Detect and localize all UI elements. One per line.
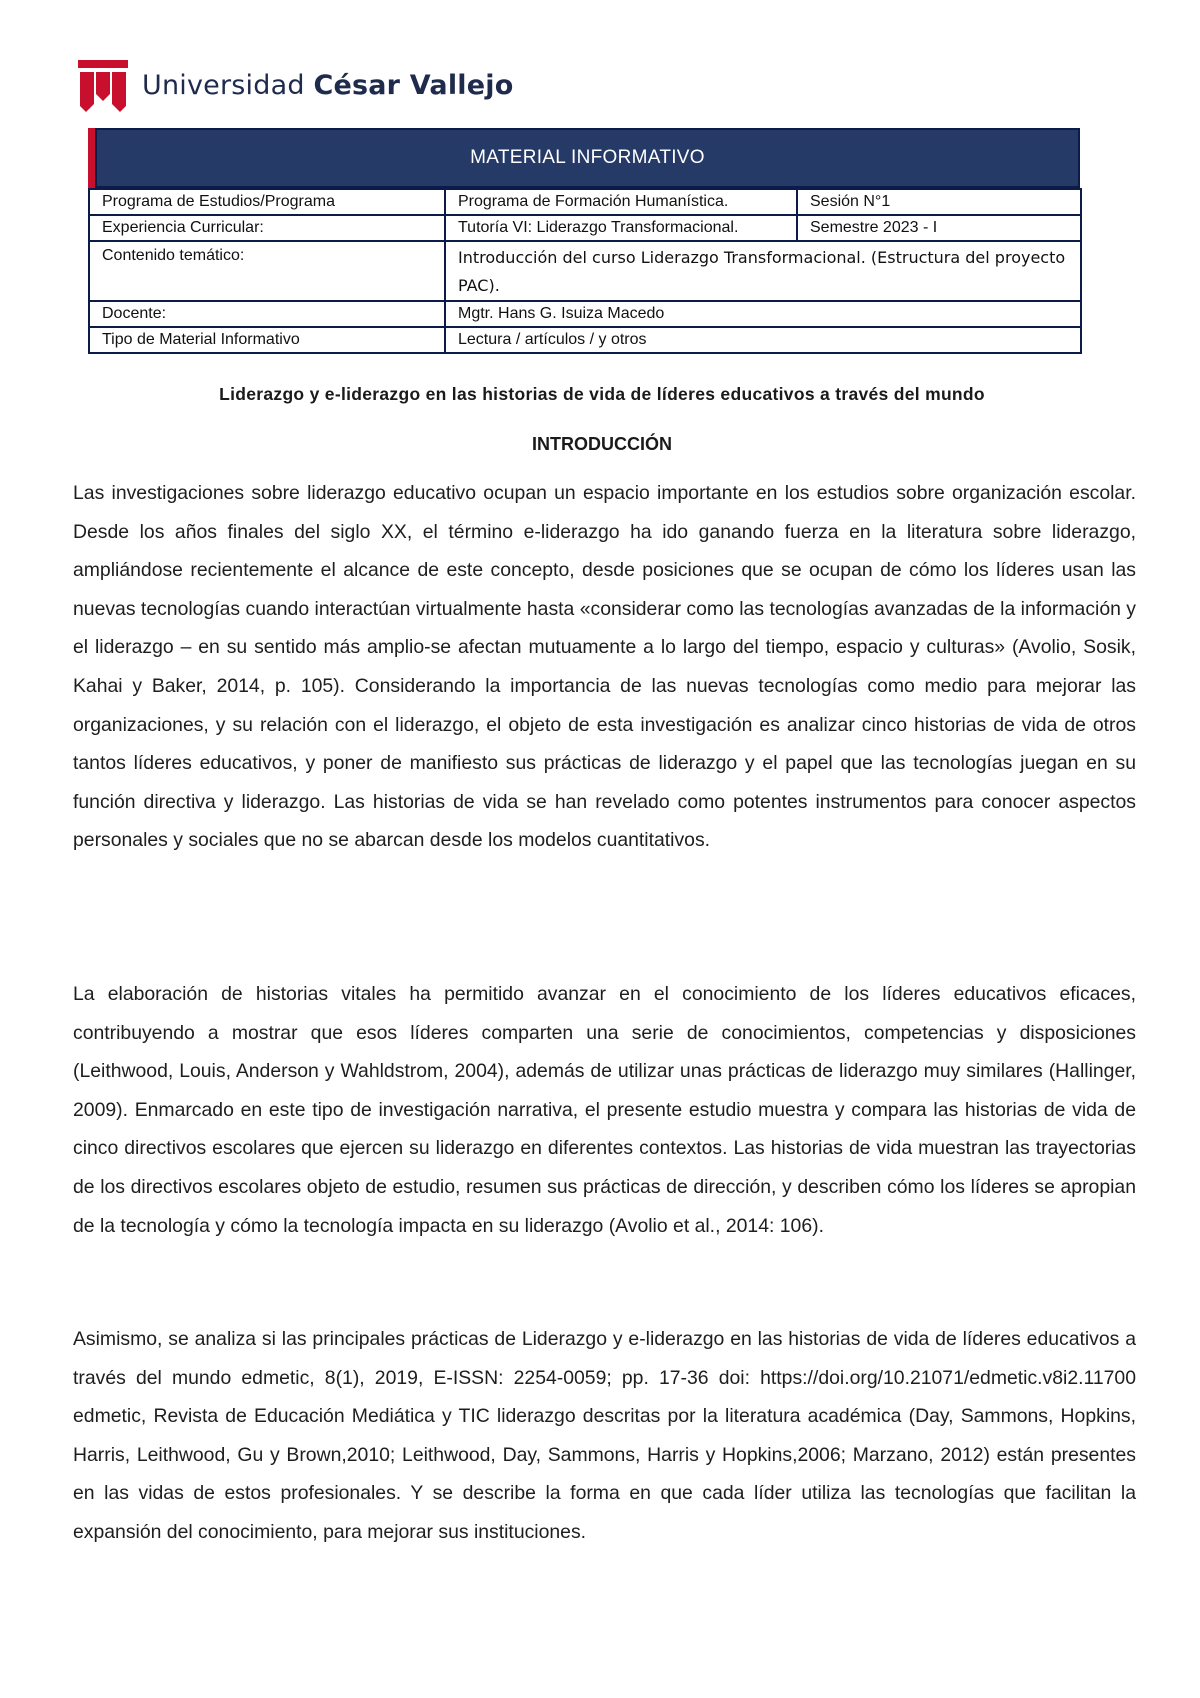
row-extra: Sesión N°1 [797, 189, 1081, 215]
body-paragraph: Asimismo, se analiza si las principales prácticas de Liderazgo y e-liderazgo en las historias de vida de líderes educativos a través del mundo edmetic, 8(1), 2019, E-ISSN: 2254-0059; pp. 17-36 doi: https://doi.org/10.21071/edmetic.v8i2.11700 edmetic, Revista de Educación Mediática y TIC liderazgo descritas por la literatura académica (Day, Sammons, Hopkins, Harris, Leithwood, Gu y Brown,2010; Leithwood, Day, Sammons, Harris y Hopkins,2006; Marzano, 2012) están presentes en las vidas de estos profesionales. Y se describe la forma en que cada líder utiliza las tecnologías que facilitan la expansión del conocimiento, para mejorar sus instituciones. [73, 1328, 1136, 1543]
table-row [89, 327, 1081, 353]
row-label: Docente: [89, 301, 445, 327]
row-value: Programa de Formación Humanística. [445, 189, 797, 215]
body-paragraph: Las investigaciones sobre liderazgo educativo ocupan un espacio importante en los estudios sobre organización escolar. Desde los años finales del siglo XX, el término e-liderazgo ha ido ganando fuerza en la literatura sobre liderazgo, ampliándose recientemente el alcance de este concepto, desde posiciones que se ocupan de cómo los líderes usan las nuevas tecnologías cuando interactúan virtualmente hasta «considerar como las tecnologías avanzadas de la información y el liderazgo – en su sentido más amplio-se afectan mutuamente a lo largo del tiempo, espacio y culturas» (Avolio, Sosik, Kahai y Baker, 2014, p. 105). Considerando la importancia de las nuevas tecnologías como medio para mejorar las organizaciones, y su relación con el liderazgo, el objeto de esta investigación es analizar cinco historias de vida de otros tantos líderes educativos, y poner de manifiesto sus prácticas de liderazgo y el papel que las tecnologías juegan en su función directiva y liderazgo. Las historias de vida se han revelado como potentes instrumentos para conocer aspectos personales y sociales que no se abarcan desde los modelos cuantitativos. [73, 482, 1136, 852]
info-table-grid [88, 188, 1082, 354]
row-value: Tutoría VI: Liderazgo Transformacional. [445, 215, 797, 241]
section-heading: INTRODUCCIÓN [532, 434, 672, 454]
row-value: Lectura / artículos / y otros [445, 327, 1081, 353]
table-row [89, 215, 1081, 241]
row-label: Tipo de Material Informativo [89, 327, 445, 353]
table-row [89, 301, 1081, 327]
row-extra: Semestre 2023 - I [797, 215, 1081, 241]
university-logo [76, 54, 513, 116]
document-title: Liderazgo y e-liderazgo en las historias de vida de líderes educativos a través del mundo [219, 384, 985, 404]
row-value: Introducción del curso Liderazgo Transformacional. (Estructura del proyecto PAC). [445, 241, 1081, 301]
university-crest-icon [76, 54, 130, 116]
body-paragraph: La elaboración de historias vitales ha permitido avanzar en el conocimiento de los líderes educativos eficaces, contribuyendo a mostrar que esos líderes comparten una serie de conocimientos, competencias y disposiciones (Leithwood, Louis, Anderson y Wahldstrom, 2004), además de utilizar unas prácticas de liderazgo muy similares (Hallinger, 2009). Enmarcado en este tipo de investigación narrativa, el presente estudio muestra y compara las historias de vida de cinco directivos escolares que ejercen su liderazgo en diferentes contextos. Las historias de vida muestran las trayectorias de los directivos escolares objeto de estudio, resumen sus prácticas de dirección, y describen cómo los líderes se apropian de la tecnología y cómo la tecnología impacta en su liderazgo (Avolio et al., 2014: 106). [73, 983, 1136, 1237]
info-table [88, 128, 1080, 354]
university-name: Universidad César Vallejo [142, 69, 514, 101]
table-row [89, 189, 1081, 215]
table-row [89, 241, 1081, 301]
row-value: Mgtr. Hans G. Isuiza Macedo [445, 301, 1081, 327]
row-label: Experiencia Curricular: [89, 215, 445, 241]
row-label: Programa de Estudios/Programa [89, 189, 445, 215]
info-table-title: MATERIAL INFORMATIVO [95, 128, 1080, 188]
row-label: Contenido temático: [89, 241, 445, 301]
